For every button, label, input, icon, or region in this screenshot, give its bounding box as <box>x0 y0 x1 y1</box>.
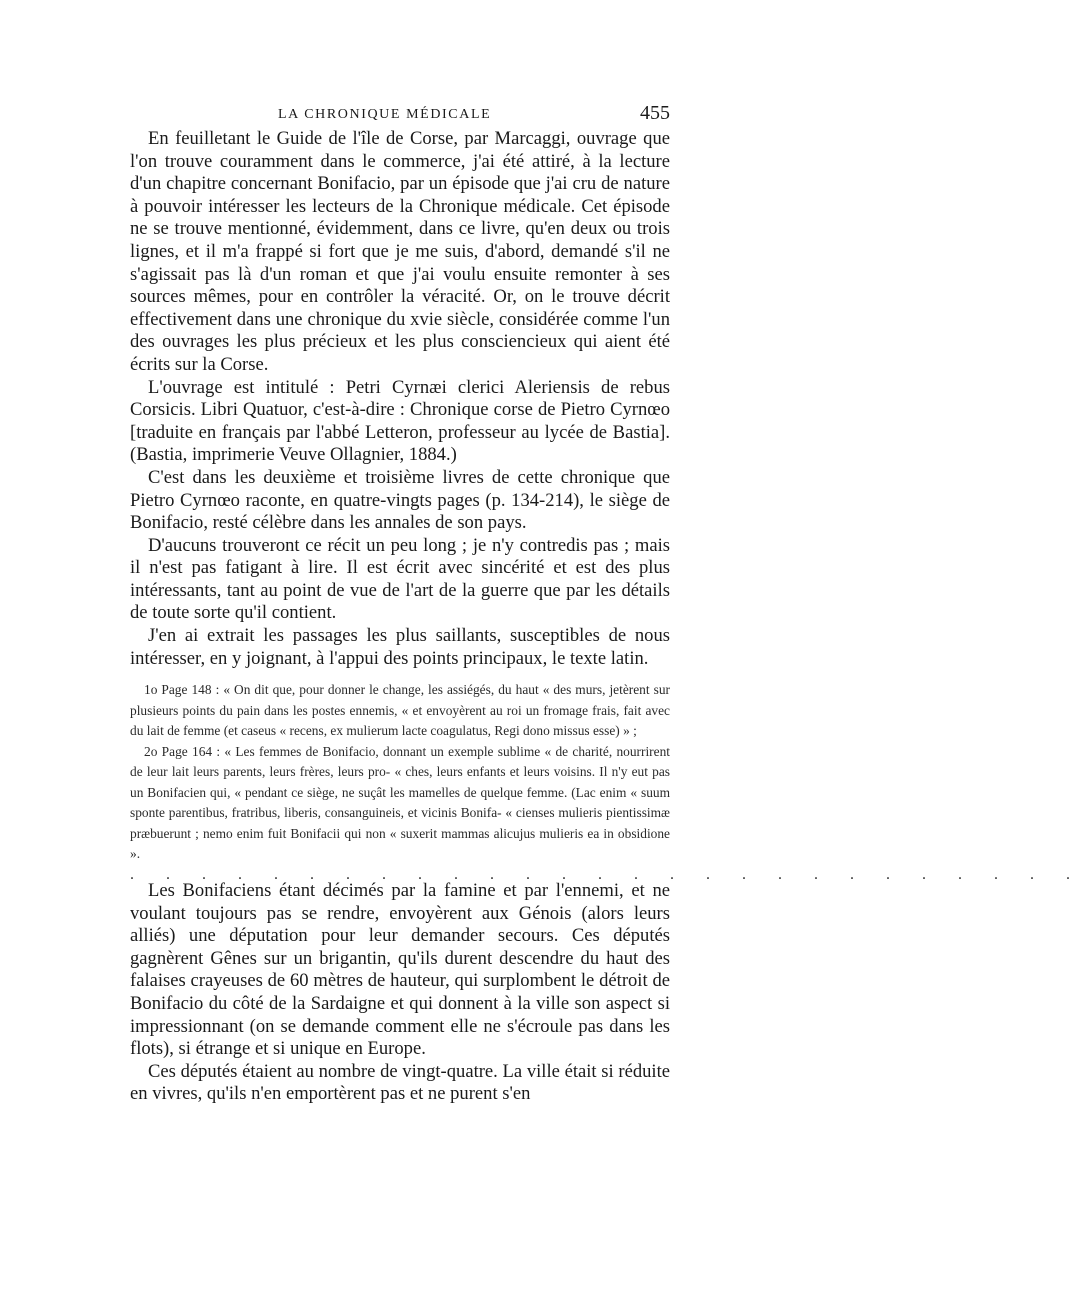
paragraph: En feuilletant le Guide de l'île de Corse, par Marcaggi, ouvrage que l'on trouve couramment dans le commerce, j'ai été attiré, à la lecture d'un chapitre concernant Bonifacio, par un épisode que j'ai cru de nature à pouvoir intéresser les lecteurs de la Chronique médicale. Cet épisode ne se trouve mentionné, évidemment, dans ce livre, qu'en deux ou trois lignes, et il m'a frappé si fort que je me suis, d'abord, demandé s'il ne s'agissait pas là d'un roman et que j'ai voulu ensuite remonter à ses sources mêmes, pour en contrôler la véracité. Or, on le trouve décrit effectivement dans une chronique du xvie siècle, considérée comme l'un des ouvrages les plus précieux et les plus consciencieux qui aient été écrits sur la Corse. <box>130 128 670 375</box>
paragraph: J'en ai extrait les passages les plus saillants, susceptibles de nous intéresser, en y joignant, à l'appui des points principaux, le texte latin. <box>130 625 670 669</box>
paragraph: C'est dans les deuxième et troisième livres de cette chronique que Pietro Cyrnœo raconte, en quatre-vingts pages (p. 134-214), le siège de Bonifacio, resté célèbre dans les annales de son pays. <box>130 466 670 534</box>
page-header <box>130 100 670 130</box>
main-text-continued <box>130 880 670 1106</box>
note: 1o Page 148 : « On dit que, pour donner le change, les assiégés, du haut « des murs, jetèrent sur plusieurs points du pain dans les postes ennemis, « et envoyèrent au roi un fromage frais, fait avec du lait de femme (et caseus « recens, ex mulierum lacte coagulatus, Regi dono missus esse) » ; <box>130 682 670 738</box>
paragraph: L'ouvrage est intitulé : Petri Cyrnæi clerici Aleriensis de rebus Corsicis. Libri Quatuor, c'est-à-dire : Chronique corse de Pietro Cyrnœo [traduite en français par l'abbé Letteron, professeur au lycée de Bastia]. (Bastia, imprimerie Veuve Ollagnier, 1884.) <box>130 376 670 466</box>
note: 2o Page 164 : « Les femmes de Bonifacio, donnant un exemple sublime « de charité, nourrirent de leur lait leurs parents, leurs frères, leurs pro- « ches, leurs enfants et leurs voisins. Il n'y eut pas un Bonifacien qui, « pendant ce siège, ne suçât les mamelles de quelque femme. (Lac enim « suum sponte parentibus, fratribus, liberis, consanguineis, et vicinis Bonifa- « cienses mulieris pientissimæ præbuerunt ; nemo enim fuit Bonifacii qui non « suxerit mammas alicujus mulieris ea in obsidione ». <box>130 743 670 861</box>
main-text <box>130 128 670 670</box>
ellipsis-separator: . . . . . . . . . . . . . . . . . . . . . . . . . . . <box>130 866 1084 883</box>
running-title: LA CHRONIQUE MÉDICALE <box>278 107 492 122</box>
paragraph: D'aucuns trouveront ce récit un peu long ; je n'y contredis pas ; mais il n'est pas fatigant à lire. Il est écrit avec sincérité et est des plus intéressants, tant au point de vue de l'art de la guerre que par les détails de toute sorte qu'il contient. <box>130 534 670 624</box>
page-number: 455 <box>640 102 670 124</box>
paragraph: Les Bonifaciens étant décimés par la famine et par l'ennemi, et ne voulant toujours pas se rendre, envoyèrent aux Génois (alors leurs alliés) une députation pour leur demander secours. Ces députés gagnèrent Gênes sur un brigantin, qu'ils durent descendre du haut des falaises crayeuses de 60 mètres de hauteur, qui surplombent le détroit de Bonifacio du côté de la Sardaigne et qui donnent à la ville son aspect si impressionnant (on se demande comment elle ne s'écroule pas dans les flots), si étrange et si unique en Europe. <box>130 880 670 1060</box>
paragraph: Ces députés étaient au nombre de vingt-quatre. La ville était si réduite en vivres, qu'ils n'en emportèrent pas et ne purent s'en <box>130 1060 670 1105</box>
quoted-notes <box>130 680 670 865</box>
